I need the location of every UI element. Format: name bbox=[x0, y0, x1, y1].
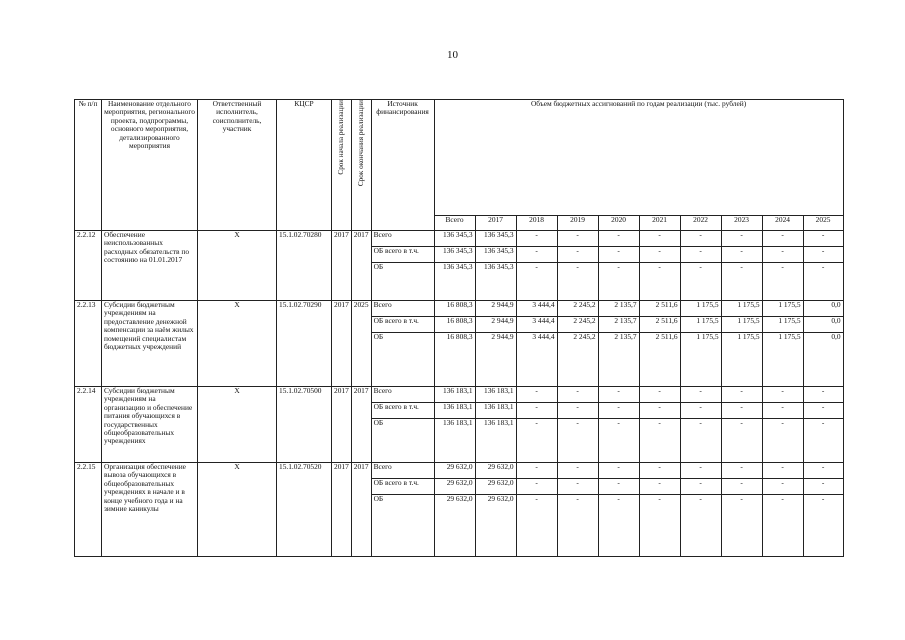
row-kcsr: 15.1.02.70500 bbox=[277, 387, 332, 463]
row-year-value: 2 944,9 bbox=[475, 317, 516, 333]
row-year-value: - bbox=[680, 387, 721, 403]
row-year-value: 2 135,7 bbox=[598, 317, 639, 333]
row-year-value: - bbox=[557, 231, 598, 247]
row-number: 2.2.13 bbox=[75, 301, 102, 387]
row-year-value: - bbox=[721, 247, 762, 263]
row-executor: X bbox=[198, 231, 277, 301]
row-year-value: - bbox=[762, 247, 803, 263]
row-year-value: 136 345,3 bbox=[475, 247, 516, 263]
budget-table bbox=[74, 99, 844, 557]
row-year-value: - bbox=[680, 231, 721, 247]
row-year-value: - bbox=[598, 463, 639, 479]
row-year-value: - bbox=[680, 495, 721, 557]
row-year-value: 136 183,1 bbox=[475, 419, 516, 463]
header-executor: Ответственный исполнитель, соисполнитель, участник bbox=[198, 100, 277, 231]
row-year-value: - bbox=[803, 463, 843, 479]
row-end-year: 2017 bbox=[351, 387, 371, 463]
row-number: 2.2.15 bbox=[75, 463, 102, 557]
row-year-value: - bbox=[639, 419, 680, 463]
row-year-value: 2 245,2 bbox=[557, 333, 598, 387]
header-year: 2023 bbox=[721, 216, 762, 231]
row-year-value: - bbox=[721, 231, 762, 247]
row-year-value: - bbox=[516, 387, 557, 403]
row-year-value: 3 444,4 bbox=[516, 333, 557, 387]
row-start-year: 2017 bbox=[332, 387, 352, 463]
row-year-value: - bbox=[598, 479, 639, 495]
row-name: Субсидии бюджетным учреждениям на организацию и обеспечение питания обучающихся в государственных общеобразовательных учреждениях bbox=[102, 387, 198, 463]
row-year-value: 2 944,9 bbox=[475, 301, 516, 317]
row-year-value: - bbox=[639, 263, 680, 301]
header-year: 2019 bbox=[557, 216, 598, 231]
row-executor: X bbox=[198, 301, 277, 387]
row-year-value: 0,0 bbox=[803, 317, 843, 333]
row-year-value: - bbox=[680, 419, 721, 463]
row-year-value: - bbox=[803, 403, 843, 419]
row-source: Всего bbox=[371, 231, 434, 247]
header-end bbox=[351, 100, 371, 231]
table-body bbox=[75, 231, 844, 557]
row-year-value: - bbox=[516, 403, 557, 419]
row-year-value: - bbox=[639, 231, 680, 247]
row-year-value: - bbox=[803, 263, 843, 301]
row-source: ОБ bbox=[371, 333, 434, 387]
header-start-text: Срок начала реализации bbox=[337, 100, 346, 175]
row-year-value: - bbox=[516, 263, 557, 301]
row-year-value: - bbox=[803, 247, 843, 263]
row-year-value: 1 175,5 bbox=[721, 301, 762, 317]
row-year-value: - bbox=[762, 479, 803, 495]
row-year-value: 136 345,3 bbox=[475, 231, 516, 247]
row-year-value: - bbox=[721, 263, 762, 301]
row-year-value: 29 632,0 bbox=[475, 495, 516, 557]
row-total: 29 632,0 bbox=[434, 479, 475, 495]
row-source: Всего bbox=[371, 463, 434, 479]
row-total: 136 183,1 bbox=[434, 403, 475, 419]
row-year-value: 1 175,5 bbox=[762, 301, 803, 317]
row-year-value: 2 511,6 bbox=[639, 317, 680, 333]
row-year-value: - bbox=[762, 263, 803, 301]
row-total: 136 345,3 bbox=[434, 263, 475, 301]
row-year-value: 2 135,7 bbox=[598, 333, 639, 387]
row-year-value: 2 135,7 bbox=[598, 301, 639, 317]
row-year-value: - bbox=[516, 247, 557, 263]
row-year-value: - bbox=[762, 387, 803, 403]
row-year-value: - bbox=[803, 419, 843, 463]
row-year-value: 0,0 bbox=[803, 333, 843, 387]
row-year-value: 2 245,2 bbox=[557, 317, 598, 333]
row-total: 16 808,3 bbox=[434, 333, 475, 387]
row-year-value: - bbox=[598, 387, 639, 403]
row-end-year: 2017 bbox=[351, 463, 371, 557]
row-total: 29 632,0 bbox=[434, 463, 475, 479]
row-total: 29 632,0 bbox=[434, 495, 475, 557]
row-year-value: - bbox=[598, 247, 639, 263]
row-year-value: - bbox=[598, 263, 639, 301]
page-number: 10 bbox=[447, 49, 458, 61]
header-year: 2022 bbox=[680, 216, 721, 231]
row-year-value: - bbox=[680, 403, 721, 419]
row-year-value: - bbox=[721, 419, 762, 463]
row-year-value: - bbox=[598, 495, 639, 557]
row-year-value: 2 245,2 bbox=[557, 301, 598, 317]
row-year-value: - bbox=[721, 403, 762, 419]
row-year-value: 1 175,5 bbox=[762, 333, 803, 387]
row-kcsr: 15.1.02.70520 bbox=[277, 463, 332, 557]
row-year-value: 1 175,5 bbox=[721, 317, 762, 333]
row-year-value: - bbox=[639, 387, 680, 403]
row-year-value: 136 183,1 bbox=[475, 387, 516, 403]
row-year-value: - bbox=[803, 387, 843, 403]
row-name: Обеспечение неиспользованных расходных обязательств по состоянию на 01.01.2017 bbox=[102, 231, 198, 301]
row-year-value: - bbox=[721, 463, 762, 479]
row-year-value: - bbox=[598, 419, 639, 463]
row-end-year: 2025 bbox=[351, 301, 371, 387]
table-row bbox=[75, 463, 844, 479]
header-year: 2020 bbox=[598, 216, 639, 231]
row-year-value: - bbox=[762, 463, 803, 479]
header-source: Источник финансирования bbox=[371, 100, 434, 231]
row-year-value: 1 175,5 bbox=[680, 317, 721, 333]
row-year-value: - bbox=[516, 231, 557, 247]
row-year-value: - bbox=[557, 387, 598, 403]
row-total: 136 345,3 bbox=[434, 231, 475, 247]
row-source: ОБ bbox=[371, 495, 434, 557]
header-num: № п/п bbox=[75, 100, 102, 231]
row-kcsr: 15.1.02.70290 bbox=[277, 301, 332, 387]
row-year-value: - bbox=[680, 263, 721, 301]
row-year-value: 2 511,6 bbox=[639, 333, 680, 387]
row-year-value: - bbox=[557, 479, 598, 495]
row-year-value: - bbox=[762, 231, 803, 247]
table-row bbox=[75, 387, 844, 403]
row-year-value: - bbox=[721, 387, 762, 403]
row-year-value: - bbox=[516, 463, 557, 479]
row-year-value: 3 444,4 bbox=[516, 301, 557, 317]
header-year: 2024 bbox=[762, 216, 803, 231]
header-start bbox=[332, 100, 352, 231]
row-year-value: - bbox=[680, 479, 721, 495]
header-end-text: Срок окончания реализации bbox=[356, 100, 365, 187]
row-start-year: 2017 bbox=[332, 301, 352, 387]
row-number: 2.2.12 bbox=[75, 231, 102, 301]
row-source: ОБ всего в т.ч. bbox=[371, 247, 434, 263]
row-total: 136 345,3 bbox=[434, 247, 475, 263]
header-name: Наименование отдельного мероприятия, регионального проекта, подпрограммы, основного мероприятия, детализированного мероприятия bbox=[102, 100, 198, 231]
header-total: Всего bbox=[434, 216, 475, 231]
row-year-value: - bbox=[639, 247, 680, 263]
row-total: 16 808,3 bbox=[434, 301, 475, 317]
row-source: Всего bbox=[371, 387, 434, 403]
row-year-value: - bbox=[557, 463, 598, 479]
row-kcsr: 15.1.02.70280 bbox=[277, 231, 332, 301]
row-year-value: 3 444,4 bbox=[516, 317, 557, 333]
row-executor: X bbox=[198, 463, 277, 557]
header-year: 2017 bbox=[475, 216, 516, 231]
row-year-value: - bbox=[557, 419, 598, 463]
row-year-value: - bbox=[762, 419, 803, 463]
row-year-value: 1 175,5 bbox=[680, 333, 721, 387]
row-source: Всего bbox=[371, 301, 434, 317]
row-year-value: 1 175,5 bbox=[762, 317, 803, 333]
row-year-value: - bbox=[803, 479, 843, 495]
row-year-value: 136 183,1 bbox=[475, 403, 516, 419]
row-year-value: - bbox=[762, 495, 803, 557]
row-year-value: - bbox=[803, 495, 843, 557]
row-year-value: - bbox=[762, 403, 803, 419]
row-year-value: - bbox=[680, 247, 721, 263]
row-name: Организация обеспечение вывоза обучающихся в общеобразовательных учреждениях в начале и в конце учебного года и на зимние каникулы bbox=[102, 463, 198, 557]
row-year-value: 136 345,3 bbox=[475, 263, 516, 301]
row-year-value: - bbox=[639, 479, 680, 495]
row-end-year: 2017 bbox=[351, 231, 371, 301]
row-year-value: 2 944,9 bbox=[475, 333, 516, 387]
row-year-value: - bbox=[516, 495, 557, 557]
table-row bbox=[75, 231, 844, 247]
row-year-value: - bbox=[721, 479, 762, 495]
row-year-value: 2 511,6 bbox=[639, 301, 680, 317]
header-year: 2025 bbox=[803, 216, 843, 231]
row-year-value: - bbox=[516, 479, 557, 495]
row-start-year: 2017 bbox=[332, 463, 352, 557]
header-kcsr: КЦСР bbox=[277, 100, 332, 231]
row-source: ОБ всего в т.ч. bbox=[371, 317, 434, 333]
row-total: 136 183,1 bbox=[434, 387, 475, 403]
header-year: 2021 bbox=[639, 216, 680, 231]
row-source: ОБ bbox=[371, 263, 434, 301]
row-year-value: - bbox=[639, 463, 680, 479]
row-year-value: - bbox=[557, 247, 598, 263]
row-year-value: 29 632,0 bbox=[475, 479, 516, 495]
row-year-value: - bbox=[721, 495, 762, 557]
row-total: 136 183,1 bbox=[434, 419, 475, 463]
row-executor: X bbox=[198, 387, 277, 463]
row-year-value: - bbox=[598, 231, 639, 247]
header-volume: Объем бюджетных ассигнований по годам реализации (тыс. рублей) bbox=[434, 100, 843, 216]
row-year-value: - bbox=[557, 403, 598, 419]
row-total: 16 808,3 bbox=[434, 317, 475, 333]
row-year-value: - bbox=[680, 463, 721, 479]
row-start-year: 2017 bbox=[332, 231, 352, 301]
row-year-value: 1 175,5 bbox=[721, 333, 762, 387]
row-year-value: - bbox=[516, 419, 557, 463]
row-year-value: 29 632,0 bbox=[475, 463, 516, 479]
row-year-value: 1 175,5 bbox=[680, 301, 721, 317]
row-year-value: 0,0 bbox=[803, 301, 843, 317]
header-year: 2018 bbox=[516, 216, 557, 231]
row-name: Субсидии бюджетным учреждениям на предоставление денежной компенсации за наём жилых помещений специалистам бюджетных учреждений bbox=[102, 301, 198, 387]
row-source: ОБ bbox=[371, 419, 434, 463]
row-year-value: - bbox=[639, 495, 680, 557]
table-row bbox=[75, 301, 844, 317]
row-source: ОБ всего в т.ч. bbox=[371, 479, 434, 495]
row-year-value: - bbox=[557, 263, 598, 301]
row-year-value: - bbox=[557, 495, 598, 557]
row-source: ОБ всего в т.ч. bbox=[371, 403, 434, 419]
row-year-value: - bbox=[598, 403, 639, 419]
row-number: 2.2.14 bbox=[75, 387, 102, 463]
row-year-value: - bbox=[803, 231, 843, 247]
row-year-value: - bbox=[639, 403, 680, 419]
